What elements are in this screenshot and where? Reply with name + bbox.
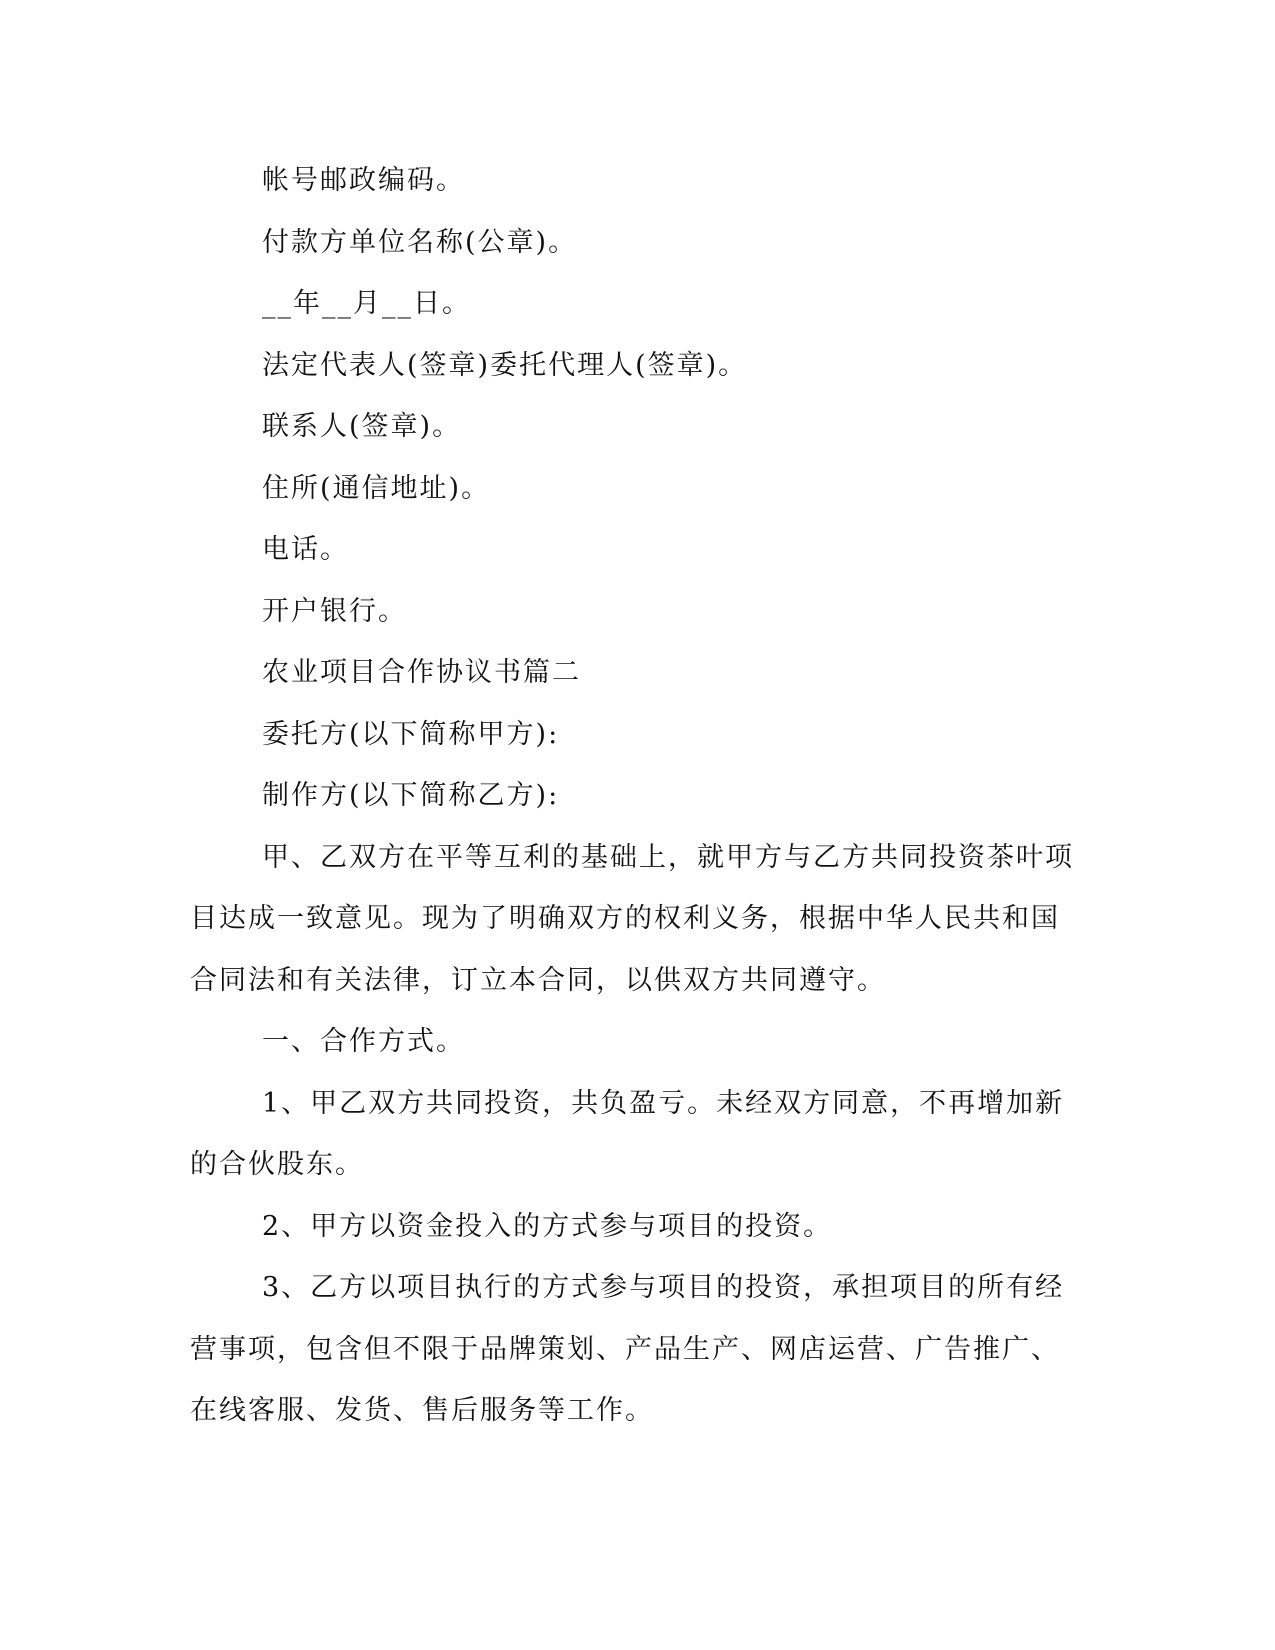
- document-body: [190, 150, 1080, 1442]
- producer-party-line: 制作方(以下简称乙方):: [262, 780, 560, 811]
- legal-rep-line: 法定代表人(签章)委托代理人(签章)。: [262, 349, 748, 381]
- preamble-line-2: 目达成一致意见。现为了明确双方的权利义务，根据中华人民共和国: [190, 903, 1060, 934]
- phone-line: 电话。: [262, 534, 349, 565]
- preamble-line-3: 合同法和有关法律，订立本合同，以供双方共同遵守。: [190, 964, 886, 996]
- clause-3-line-1: 3、乙方以项目执行的方式参与项目的投资，承担项目的所有经: [262, 1272, 1065, 1303]
- payer-name-line: 付款方单位名称(公章)。: [262, 226, 578, 258]
- clause-heading: 一、合作方式。: [262, 1026, 465, 1057]
- clause-3-line-2: 营事项，包含但不限于品牌策划、产品生产、网店运营、广告推广、: [190, 1333, 1060, 1365]
- account-postcode-line: 帐号邮政编码。: [262, 165, 465, 196]
- contact-person-line: 联系人(签章)。: [262, 411, 462, 442]
- clause-1-line-1: 1、甲乙双方共同投资，共负盈亏。未经双方同意，不再增加新: [262, 1087, 1065, 1119]
- clause-3-line-3: 在线客服、发货、售后服务等工作。: [190, 1395, 654, 1426]
- date-line: __年__月__日。: [262, 288, 471, 319]
- preamble-line-1: 甲、乙双方在平等互利的基础上，就甲方与乙方共同投资茶叶项: [262, 841, 1074, 873]
- address-line: 住所(通信地址)。: [262, 472, 491, 504]
- bank-line: 开户银行。: [262, 595, 407, 627]
- section-title: 农业项目合作协议书篇二: [262, 657, 581, 688]
- client-party-line: 委托方(以下简称甲方):: [262, 718, 560, 750]
- clause-2-line: 2、甲方以资金投入的方式参与项目的投资。: [262, 1210, 833, 1242]
- clause-1-line-2: 的合伙股东。: [190, 1149, 364, 1180]
